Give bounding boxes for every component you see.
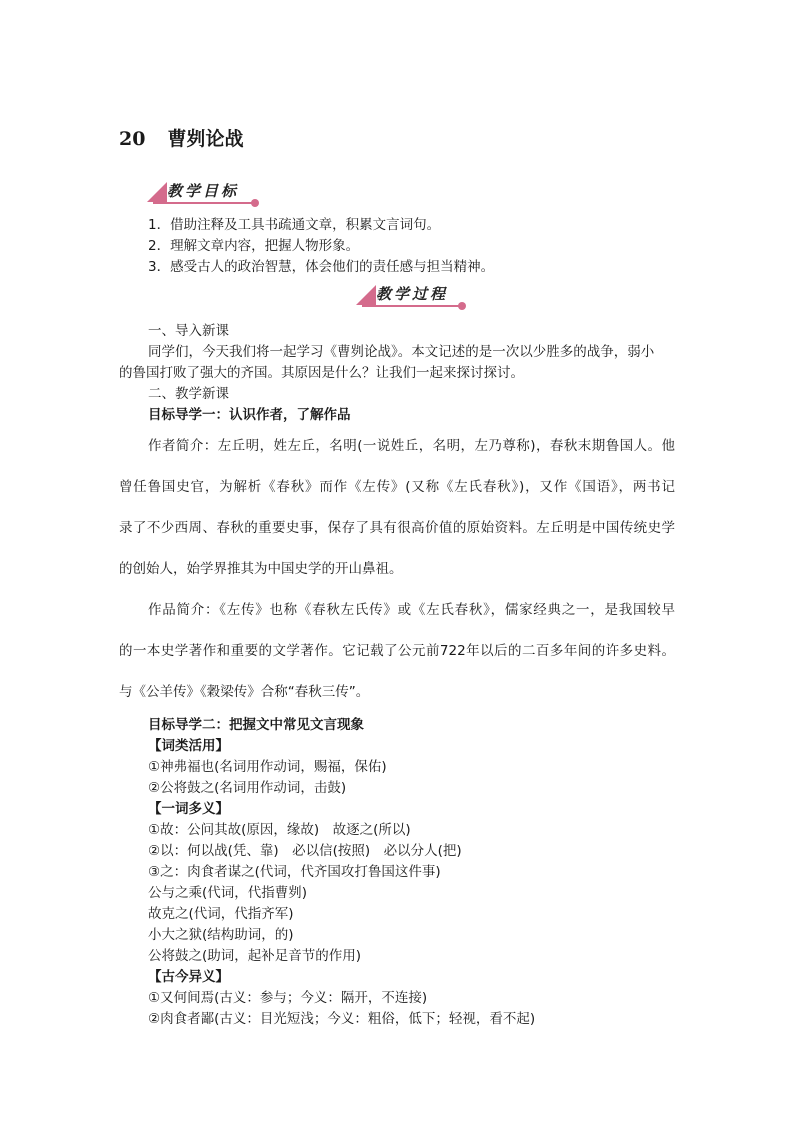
process-banner — [356, 285, 466, 307]
paragraph-line: 作者简介：左丘明，姓左丘，名明(一说姓丘，名明，左乃尊称)，春秋末期鲁国人。他 — [148, 438, 675, 454]
banner-underline — [362, 305, 460, 307]
list-item: 小大之狱(结构助词，的) — [148, 927, 294, 943]
banner-triangle-decoration — [147, 182, 167, 202]
list-item: ②肉食者鄙(古义：目光短浅；今义：粗俗，低下；轻视，看不起) — [148, 1011, 536, 1027]
list-item: 公将鼓之(助词，起补足音节的作用) — [148, 948, 362, 964]
list-item: ①又何间焉(古义：参与；今义：隔开，不连接) — [148, 990, 428, 1006]
goal-item: 2．理解文章内容，把握人物形象。 — [148, 238, 360, 254]
section-heading: 一、导入新课 — [148, 323, 229, 339]
subsection-heading: 目标导学二：把握文中常见文言现象 — [148, 717, 364, 733]
goals-banner — [147, 182, 259, 204]
list-item: ①故：公问其故(原因，缘故) 故逐之(所以) — [148, 822, 411, 838]
goal-item: 1．借助注释及工具书疏通文章，积累文言词句。 — [148, 217, 441, 233]
page-title — [119, 124, 243, 151]
category-heading: 【一词多义】 — [148, 801, 229, 817]
list-item: ③之：肉食者谋之(代词，代齐国攻打鲁国这件事) — [148, 864, 441, 880]
paragraph-line: 作品简介：《左传》也称《春秋左氏传》或《左氏春秋》，儒家经典之一，是我国较早 — [148, 602, 675, 618]
paragraph-line: 的鲁国打败了强大的齐国。其原因是什么？让我们一起来探讨探讨。 — [119, 365, 524, 381]
section-heading: 二、教学新课 — [148, 386, 229, 402]
list-item: ②公将鼓之(名词用作动词，击鼓) — [148, 780, 347, 796]
paragraph-line: 与《公羊传》《穀梁传》合称“春秋三传”。 — [119, 684, 370, 700]
list-item: 公与之乘(代词，代指曹刿) — [148, 885, 308, 901]
list-item: ①神弗福也(名词用作动词，赐福，保佑) — [148, 759, 387, 775]
list-item: ②以：何以战(凭、靠) 必以信(按照) 必以分人(把) — [148, 843, 462, 859]
paragraph-line: 的一本史学著作和重要的文学著作。它记载了公元前722年以后的二百多年间的许多史料。 — [119, 643, 675, 659]
banner-triangle-decoration — [356, 285, 376, 305]
banner-dot-decoration — [251, 199, 259, 207]
goal-item: 3．感受古人的政治智慧，体会他们的责任感与担当精神。 — [148, 259, 495, 275]
banner-dot-decoration — [458, 302, 466, 310]
paragraph-line: 曾任鲁国史官，为解析《春秋》而作《左传》(又称《左氏春秋》)，又作《国语》，两书记 — [119, 479, 675, 495]
list-item: 故克之(代词，代指齐军) — [148, 906, 294, 922]
lesson-number: 20 — [119, 128, 146, 150]
category-heading: 【古今异义】 — [148, 969, 229, 985]
banner-underline — [153, 202, 253, 204]
category-heading: 【词类活用】 — [148, 738, 229, 754]
paragraph-line: 同学们，今天我们将一起学习《曹刿论战》。本文记述的是一次以少胜多的战争，弱小 — [148, 344, 655, 360]
subsection-heading: 目标导学一：认识作者，了解作品 — [148, 407, 351, 423]
process-label: 教学过程 — [376, 285, 449, 303]
lesson-title: 曹刿论战 — [167, 128, 244, 150]
paragraph-line: 录了不少西周、春秋的重要史事，保存了具有很高价值的原始资料。左丘明是中国传统史学 — [119, 520, 675, 536]
paragraph-line: 的创始人，始学界推其为中国史学的开山鼻祖。 — [119, 561, 403, 577]
goals-label: 教学目标 — [167, 182, 240, 200]
